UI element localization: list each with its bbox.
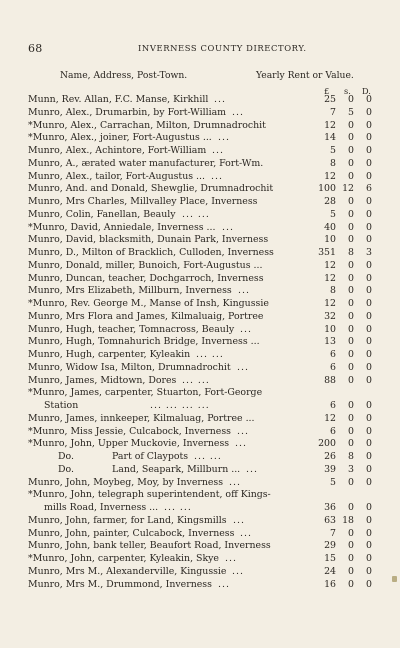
value-shillings: 0 <box>348 298 354 309</box>
entry-name: Munro, Duncan, teacher, Dochgarroch, Inverness <box>28 272 264 284</box>
running-title: INVERNESS COUNTY DIRECTORY. <box>138 43 307 53</box>
value-pence: 3 <box>366 247 372 258</box>
value-pounds: 8 <box>330 157 336 169</box>
table-row <box>0 451 400 463</box>
entry-name: Munro, Widow Isa, Milton, Drumnadrochit <box>28 361 231 373</box>
entry-name: Station <box>44 400 79 411</box>
value-pounds: 28 <box>324 196 336 207</box>
table-row <box>0 515 400 527</box>
value-pounds: 6 <box>330 349 336 360</box>
entry-name: *Munro, Alex., Carrachan, Milton, Drumnadrochit <box>28 119 266 131</box>
value-shillings: 0 <box>348 565 354 577</box>
value-pence: 0 <box>366 336 372 348</box>
value-shillings: 8 <box>348 451 354 462</box>
table-row <box>0 528 400 540</box>
value-pence: 0 <box>366 272 372 284</box>
value-pounds: 39 <box>324 463 336 475</box>
value-pence: 0 <box>366 170 372 182</box>
entry-name: *Munro, John, telegraph superintendent, off Kings- <box>28 489 271 501</box>
leader-dots: ... <box>222 221 234 233</box>
table-row <box>0 145 400 157</box>
value-pence: 0 <box>366 412 372 424</box>
table-row <box>0 234 400 246</box>
value-pounds: 32 <box>324 310 336 322</box>
leader-dots: ... ... <box>182 374 210 386</box>
value-pounds: 25 <box>324 94 336 105</box>
value-shillings: 0 <box>348 221 354 233</box>
entry-name: mills Road, Inverness ... <box>44 502 159 513</box>
value-pence: 0 <box>366 540 372 552</box>
value-pence: 0 <box>366 400 372 411</box>
value-pence: 0 <box>366 438 372 450</box>
leader-dots: ... ... ... ... <box>150 400 210 411</box>
value-pounds: 13 <box>324 336 336 348</box>
value-pounds: 6 <box>330 400 336 411</box>
table-row <box>0 553 400 565</box>
table-row <box>0 120 400 132</box>
entry-name: Munro, David, blacksmith, Dunain Park, Inverness <box>28 234 269 246</box>
leader-dots: ... <box>240 527 252 539</box>
value-shillings: 0 <box>348 578 354 590</box>
value-pence: 0 <box>366 259 372 271</box>
margin-mark <box>392 576 397 582</box>
entry-name: Munro, Hugh, Tomnahurich Bridge, Inverness ... <box>28 336 260 348</box>
table-row <box>0 171 400 183</box>
value-pounds: 10 <box>324 234 336 246</box>
entry-name: Do. <box>58 463 74 475</box>
table-row <box>0 285 400 297</box>
value-shillings: 0 <box>348 349 354 360</box>
value-pounds: 5 <box>330 208 336 220</box>
value-pounds: 24 <box>324 565 336 577</box>
value-pounds: 10 <box>324 323 336 335</box>
entry-name: Do. <box>58 451 74 462</box>
value-pounds: 12 <box>324 298 336 309</box>
leader-dots: ... <box>232 565 244 577</box>
value-shillings: 0 <box>348 361 354 373</box>
value-pence: 0 <box>366 157 372 169</box>
value-shillings: 0 <box>348 157 354 169</box>
value-shillings: 0 <box>348 145 354 156</box>
unit-pence: D. <box>362 86 371 96</box>
entry-name: Munro, John, farmer, for Land, Kingsmills <box>28 514 227 526</box>
leader-dots: ... <box>232 106 244 118</box>
value-shillings: 5 <box>348 106 354 118</box>
value-pence: 0 <box>366 374 372 386</box>
entry-name: *Munro, John, Upper Muckovie, Inverness <box>28 438 230 450</box>
value-pence: 0 <box>366 132 372 144</box>
table-row <box>0 413 400 425</box>
leader-dots: ... <box>218 578 230 590</box>
value-shillings: 0 <box>348 476 354 488</box>
value-pence: 0 <box>366 94 372 105</box>
leader-dots: ... <box>214 94 226 105</box>
leader-dots: ... <box>237 425 249 437</box>
entry-name: *Munro, Rev. George M., Manse of Insh, Kingussie <box>28 298 269 309</box>
table-row <box>0 311 400 323</box>
table-row <box>0 540 400 552</box>
value-shillings: 0 <box>348 208 354 220</box>
entry-name: *Munro, Miss Jessie, Culcabock, Inverness <box>28 425 231 437</box>
value-pounds: 26 <box>324 451 336 462</box>
value-shillings: 8 <box>348 247 354 258</box>
value-shillings: 0 <box>348 310 354 322</box>
leader-dots: ... <box>212 145 224 156</box>
value-shillings: 0 <box>348 119 354 131</box>
entry-name: Munro, John, Moybeg, Moy, by Inverness <box>28 476 224 488</box>
table-row <box>0 579 400 591</box>
value-pence: 0 <box>366 119 372 131</box>
value-pence: 0 <box>366 349 372 360</box>
value-pence: 0 <box>366 553 372 564</box>
value-shillings: 0 <box>348 400 354 411</box>
entry-name: Munro, John, painter, Culcabock, Inverness <box>28 527 235 539</box>
value-shillings: 0 <box>348 502 354 513</box>
table-row <box>0 324 400 336</box>
value-pounds: 7 <box>330 106 336 118</box>
value-pounds: 12 <box>324 259 336 271</box>
value-pounds: 12 <box>324 119 336 131</box>
table-row <box>0 438 400 450</box>
value-shillings: 0 <box>348 132 354 144</box>
value-shillings: 3 <box>348 463 354 475</box>
entry-name: Munro, Alex., Achintore, Fort-William <box>28 145 207 156</box>
value-pounds: 29 <box>324 540 336 552</box>
value-shillings: 0 <box>348 540 354 552</box>
value-pounds: 36 <box>324 502 336 513</box>
entry-name: Munro, Hugh, teacher, Tomnacross, Beauly <box>28 323 235 335</box>
table-row <box>0 400 400 412</box>
value-shillings: 0 <box>348 259 354 271</box>
value-pounds: 63 <box>324 514 336 526</box>
value-pounds: 12 <box>324 272 336 284</box>
value-pounds: 200 <box>318 438 336 450</box>
table-row <box>0 362 400 374</box>
leader-dots: ... ... <box>182 208 210 220</box>
value-shillings: 12 <box>342 183 354 195</box>
value-pence: 0 <box>366 298 372 309</box>
table-row <box>0 132 400 144</box>
unit-shillings: s. <box>344 86 351 96</box>
entry-name: Munro, Mrs Charles, Millvalley Place, Inverness <box>28 196 258 207</box>
table-row <box>0 94 400 106</box>
value-shillings: 0 <box>348 285 354 297</box>
page-number: 68 <box>28 42 43 55</box>
leader-dots: ... <box>229 476 241 488</box>
value-shillings: 0 <box>348 336 354 348</box>
table-row <box>0 273 400 285</box>
entry-name: Munro, Mrs M., Alexanderville, Kingussie <box>28 565 227 577</box>
entry-name: Munro, D., Milton of Bracklich, Culloden, Inverness <box>28 247 274 258</box>
table-row <box>0 387 400 399</box>
value-pence: 0 <box>366 565 372 577</box>
value-pence: 0 <box>366 323 372 335</box>
value-pounds: 5 <box>330 145 336 156</box>
unit-pounds: £ <box>324 86 330 96</box>
value-pounds: 7 <box>330 527 336 539</box>
leader-dots: ... <box>218 132 230 144</box>
entry-name: Munro, Mrs M., Drummond, Inverness <box>28 578 212 590</box>
value-shillings: 0 <box>348 412 354 424</box>
entry-name: Munro, A., ærated water manufacturer, Fort-Wm. <box>28 157 264 169</box>
value-pounds: 8 <box>330 285 336 297</box>
value-shillings: 18 <box>342 514 354 526</box>
entry-name: Munro, Mrs Flora and James, Kilmaluaig, Portree <box>28 310 264 322</box>
page-header <box>18 42 390 56</box>
value-pounds: 14 <box>324 132 336 144</box>
entry-name: *Munro, John, carpenter, Kyleakin, Skye <box>28 553 219 564</box>
entry-name: Munro, Donald, miller, Bunoich, Fort-Augustus ... <box>28 259 263 271</box>
value-pence: 0 <box>366 425 372 437</box>
value-pounds: 5 <box>330 476 336 488</box>
value-pence: 0 <box>366 208 372 220</box>
entry-name: Munn, Rev. Allan, F.C. Manse, Kirkhill <box>28 94 209 105</box>
column-header-right: Yearly Rent or Value. <box>256 70 354 81</box>
value-pounds: 12 <box>324 170 336 182</box>
value-pounds: 16 <box>324 578 336 590</box>
value-pounds: 100 <box>318 183 336 195</box>
table-row <box>0 426 400 438</box>
value-pounds: 88 <box>324 374 336 386</box>
value-pence: 0 <box>366 451 372 462</box>
value-pence: 0 <box>366 145 372 156</box>
leader-dots: ... <box>240 323 252 335</box>
value-shillings: 0 <box>348 425 354 437</box>
entry-name: Munro, Alex., tailor, Fort-Augustus ... <box>28 170 205 182</box>
leader-dots: ... <box>235 438 247 450</box>
value-pounds: 15 <box>324 553 336 564</box>
value-shillings: 0 <box>348 323 354 335</box>
value-shillings: 0 <box>348 374 354 386</box>
entry-name: Munro, Colin, Fanellan, Beauly <box>28 208 176 220</box>
value-pence: 6 <box>366 183 372 195</box>
table-row <box>0 260 400 272</box>
entry-name: Munro, And. and Donald, Shewglie, Drumnadrochit <box>28 183 274 195</box>
value-pence: 0 <box>366 463 372 475</box>
entry-name: *Munro, David, Anniedale, Inverness ... <box>28 221 216 233</box>
leader-dots: ... <box>246 463 258 475</box>
leader-dots: ... ... <box>194 451 222 462</box>
leader-dots: ... ... <box>164 502 192 513</box>
value-pence: 0 <box>366 476 372 488</box>
value-pence: 0 <box>366 514 372 526</box>
value-pence: 0 <box>366 221 372 233</box>
value-shillings: 0 <box>348 234 354 246</box>
table-row <box>0 336 400 348</box>
value-pounds: 6 <box>330 361 336 373</box>
value-shillings: 0 <box>348 196 354 207</box>
table-row <box>0 375 400 387</box>
value-pence: 0 <box>366 285 372 297</box>
entry-name: Munro, Alex., Drumarbin, by Fort-William <box>28 106 227 118</box>
leader-dots: ... <box>238 285 250 297</box>
table-row <box>0 566 400 578</box>
table-row <box>0 298 400 310</box>
table-row <box>0 349 400 361</box>
leader-dots: ... <box>211 170 223 182</box>
value-pounds: 12 <box>324 412 336 424</box>
value-pence: 0 <box>366 234 372 246</box>
value-pence: 0 <box>366 196 372 207</box>
table-row <box>0 464 400 476</box>
table-row <box>0 477 400 489</box>
entry-name: *Munro, Alex., joiner, Fort-Augustus ... <box>28 132 212 144</box>
value-shillings: 0 <box>348 527 354 539</box>
table-row <box>0 209 400 221</box>
entry-name: Munro, James, innkeeper, Kilmaluag, Portree ... <box>28 412 255 424</box>
column-header-left: Name, Address, Post-Town. <box>60 70 188 81</box>
value-pence: 0 <box>366 310 372 322</box>
value-shillings: 0 <box>348 94 354 105</box>
table-row <box>0 107 400 119</box>
leader-dots: ... <box>237 361 249 373</box>
entry-name-detail: Part of Claypots <box>112 451 189 462</box>
value-pounds: 40 <box>324 221 336 233</box>
table-row <box>0 489 400 501</box>
entry-name-detail: Land, Seapark, Millburn ... <box>112 463 241 475</box>
table-row <box>0 183 400 195</box>
entry-name: Munro, John, bank teller, Beaufort Road, Inverness <box>28 540 271 552</box>
entry-name: Munro, Hugh, carpenter, Kyleakin <box>28 349 191 360</box>
value-shillings: 0 <box>348 170 354 182</box>
table-row <box>0 502 400 514</box>
value-pence: 0 <box>366 106 372 118</box>
value-pence: 0 <box>366 502 372 513</box>
table-row <box>0 222 400 234</box>
value-pence: 0 <box>366 361 372 373</box>
value-pounds: 6 <box>330 425 336 437</box>
entry-name: Munro, James, Midtown, Dores <box>28 374 177 386</box>
entry-name: Munro, Mrs Elizabeth, Millburn, Inverness <box>28 285 232 297</box>
leader-dots: ... <box>225 553 237 564</box>
value-pounds: 351 <box>318 247 336 258</box>
value-pence: 0 <box>366 578 372 590</box>
leader-dots: ... ... <box>196 349 224 360</box>
table-row <box>0 196 400 208</box>
value-shillings: 0 <box>348 272 354 284</box>
value-shillings: 0 <box>348 553 354 564</box>
value-pence: 0 <box>366 527 372 539</box>
entry-name: *Munro, James, carpenter, Stuarton, Fort-George <box>28 387 263 399</box>
value-shillings: 0 <box>348 438 354 450</box>
leader-dots: ... <box>233 514 245 526</box>
table-row <box>0 158 400 170</box>
table-row <box>0 247 400 259</box>
